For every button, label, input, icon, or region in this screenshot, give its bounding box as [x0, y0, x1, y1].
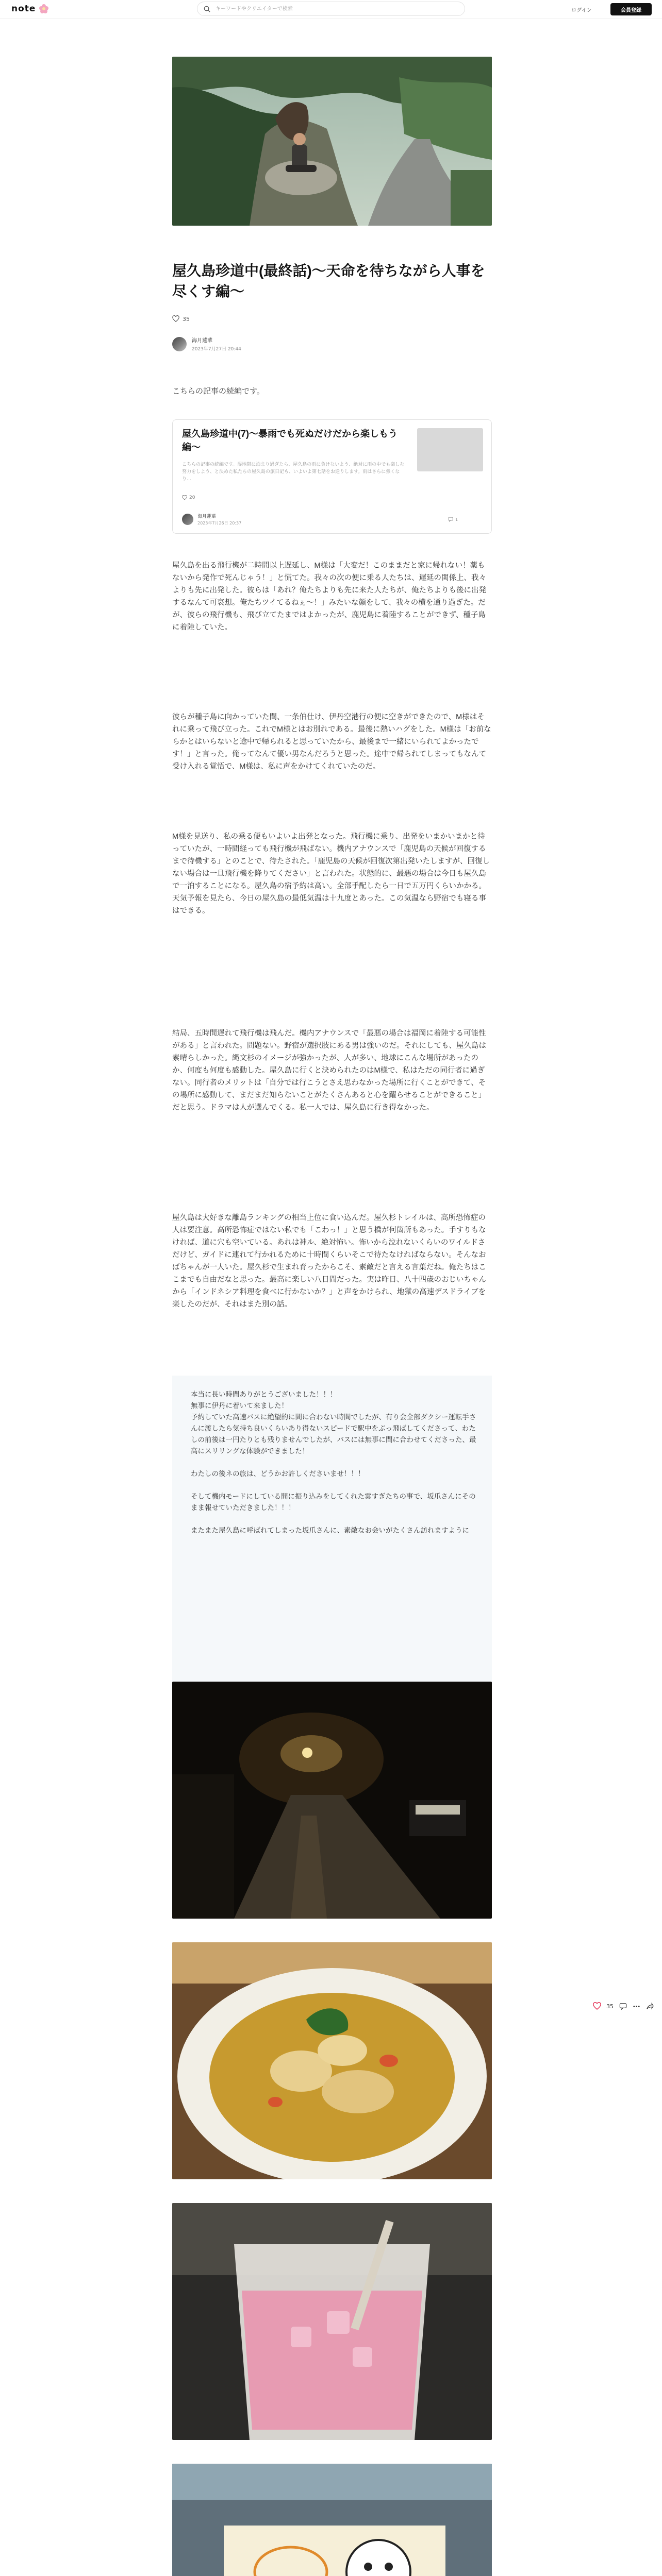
- flower-badge-icon: [39, 4, 49, 14]
- share-button[interactable]: [646, 2002, 654, 2010]
- floating-action-bar: [593, 2002, 654, 2010]
- logo-text: note: [11, 4, 36, 14]
- embed-stat: [448, 517, 458, 522]
- avatar[interactable]: [172, 337, 187, 351]
- comment-icon[interactable]: [619, 2003, 627, 2010]
- embed-author-name: 海月蓮華: [197, 514, 217, 519]
- floating-like-count: 35: [606, 2003, 614, 2010]
- note-logo[interactable]: [11, 3, 49, 14]
- more-dots-icon[interactable]: [633, 2003, 640, 2010]
- search-icon: [204, 6, 210, 12]
- heart-icon: [182, 495, 187, 500]
- author-name[interactable]: 海月蓮華: [192, 338, 212, 344]
- embed-title[interactable]: 屋久島珍道中(7)〜暴雨でも死ぬだけだから楽しもう編〜: [182, 429, 398, 452]
- article-title: 屋久島珍道中(最終話)〜天命を待ちながら人事を尽くす編〜: [172, 263, 485, 299]
- site-header: [0, 0, 662, 19]
- embed-stat-count: 1: [455, 517, 458, 522]
- search-bar[interactable]: [197, 2, 465, 16]
- like-button[interactable]: [593, 2002, 601, 2010]
- embed-date: 2023年7月26日 20:37: [197, 521, 242, 526]
- signup-button[interactable]: 会員登録: [610, 3, 652, 15]
- more-button[interactable]: [632, 2002, 640, 2010]
- embed-thumbnail[interactable]: [417, 428, 483, 471]
- body-paragraph: 結局、五時間遅れて飛行機は飛んだ。機内アナウンスで「最悪の場合は福岡に着陸する可能性がある」と言われた。問題ない。野宿が選択肢にある男は強いのだ。それにしても、屋久島は素晴らしかった。縄文杉のイメージが強かったが、人が多い、地球にこんな場所があったのか、何度も何度も感動した。屋久島に行くと決められたのはM様で、私はただの同行者に過ぎない。同行者のメリットは「自分では行こうとさえ思わなかった場所に行くことができて、その場所に感動して、まだまだ知らないことがたくさんあると心を躍らせることができること」だと思う。ドラマは人が選んでくる。私一人では、屋久島に行き得なかった。: [172, 1029, 486, 1112]
- body-paragraph: 屋久島は大好きな離島ランキングの相当上位に食い込んだ。屋久杉トレイルは、高所恐怖症の人は要注意。高所恐怖症ではない私でも「こわっ！」と思う橋が何箇所もあった。手すりもなければ、道に穴も空いている。あれは神ル、絶対怖い。怖いから泣れないくらいのワイルドさだけど、ガイドに連れて行かれるために十時間くらいそこで待たなければならない。そんなおばちゃんが一人いた。屋久杉で生まれ育ったからこそ、素敵だと言える言葉だね。俺たちはここまでも自由だなと思った。最高に楽しい八日間だった。実は昨日、八十四歳のおじいちゃんから「インドネシア料理を食べに行かないか？」と声をかけられ、地獄の高速デスドライブを楽したのだが、それはまた別の話。: [172, 1214, 486, 1309]
- search-input[interactable]: [214, 6, 454, 12]
- embed-like-count: 20: [189, 495, 195, 500]
- message-box: [172, 1376, 492, 1685]
- heart-icon[interactable]: [172, 315, 179, 323]
- heart-icon[interactable]: [593, 2002, 601, 2010]
- share-icon[interactable]: [646, 2003, 654, 2010]
- comment-icon: [448, 517, 453, 522]
- body-paragraph: M様を見送り、私の乗る便もいよいよ出発となった。飛行機に乗り、出発をいまかいまかと待っていたが、一時間経っても飛行機が飛ばない。機内アナウンスで「鹿児島の天候が回復するまで待機する」とのことで、待たされた。「鹿児島の天候が回復次第出発いたしますが、回復しない場合は一旦飛行機を降りてください」と言われた。状態的に、最悪の場合は今日も屋久島で一泊することになる。屋久島の宿予約は高い。全部手配したら一日で五万円くらいかかる。天気予報を見たら、今日の屋久島の最低気温は十九度とあった。この気温なら野宿でも寝る事はできる。: [172, 833, 490, 915]
- article-photo-eco-sign: [172, 2464, 492, 2576]
- embed-like: [182, 495, 195, 500]
- article-photo-curry: [172, 1942, 492, 2179]
- login-button[interactable]: ログイン: [571, 7, 592, 13]
- article-photo-drink: [172, 2203, 492, 2440]
- box-paragraph: わたしの後ネの旅は、どうかお許しくださいませ！！！: [191, 1470, 365, 1478]
- article-photo-night-road: [172, 1682, 492, 1919]
- intro-text: こちらの記事の続編です。: [172, 387, 264, 396]
- box-paragraph: 本当に長い時間ありがとうございました！！！ 無事に伊丹に着いて来ました！ 予約していた高速バスに絶望的に間に合わない時間でしたが、有り会全部ダクシー運転手さんに渡したら気持ち良いくらいあり得ないスピードで駅中をぶっ飛ばしてくださって、わたしの前後は一円たりとも残りませんでしたが、バスには無事に間に合わせてくださった、最高にスリリングな体験ができました！: [191, 1391, 476, 1455]
- embedded-article-card[interactable]: [172, 419, 492, 534]
- body-paragraph: 彼らが種子島に向かっていた間、一条伯仕け、伊丹空港行の便に空きができたので、M様はそれに乗って飛び立った。これでM様とはお別れである。最後に熱いハグをした。M様は「お前ならかとはいらないと途中で帰られると思っていたから、最後まで一緒にいられてよかったです！」と言った。俺ってなんて優い男なんだろうと思った。途中で帰られてしまってもなんて受け入れる覚悟で、M様は、私に声をかけてくれていたのだ。: [172, 713, 491, 771]
- hero-photo: [172, 57, 492, 226]
- body-paragraph: 屋久島を出る飛行機が二時間以上遅延し、M様は「大変だ！このままだと家に帰れない！薬もないから発作で死んじゃう！」と慌てた。我々の次の便に乗る人たちは、遅延の関係上、我々よりも先に出発した。彼らは「あれ？俺たちよりも先に来た人たちが、俺たちよりも後に出発するなんて可哀想。俺たちツイてるねぇ〜！」みたいな顔をして、我々の横を通り過ぎた。だが、彼らの飛行機も、飛び立てたまではよかったが、鹿児島に着陸することができず、種子島に着陸していた。: [172, 562, 486, 632]
- like-row[interactable]: [172, 315, 190, 323]
- like-count: 35: [183, 315, 190, 323]
- avatar: [182, 514, 193, 525]
- embed-author: [182, 513, 241, 526]
- comment-button[interactable]: [619, 2002, 627, 2010]
- box-paragraph: そして機内モードにしている間に振り込みをしてくれた雲すぎたちの事で、坂爪さんにそのまま報せていただきました！！！: [191, 1493, 476, 1512]
- embed-snippet: こちらの記事の続編です。湿地帯に泊まり過ぎたら、屋久島の雨に負けないよう、絶対に雨の中でも楽しむ努力をしよう、と決めた私たちの屋久島の旅日記も、いよいよ第七話をお送りします。雨はさらに強くなり…: [182, 462, 405, 482]
- author-block[interactable]: [172, 336, 241, 352]
- box-paragraph: またまた屋久島に呼ばれてしまった坂爪さんに、素敵なお会いがたくさん訪れますように: [191, 1527, 469, 1534]
- publish-date: 2023年7月27日 20:44: [192, 347, 241, 352]
